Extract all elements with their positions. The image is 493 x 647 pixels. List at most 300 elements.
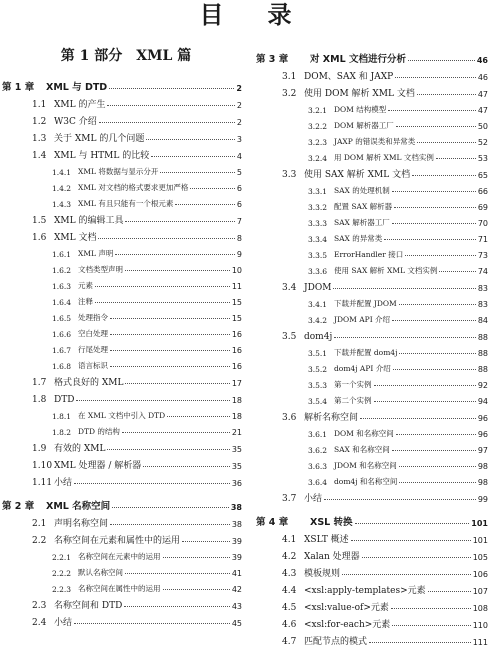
dot-leader (436, 158, 476, 159)
dot-leader (362, 557, 471, 558)
toc-entry-number: 2.2.2 (52, 569, 72, 578)
toc-section-entry[interactable] (0, 594, 242, 611)
toc-entry-page-number: 108 (472, 604, 488, 613)
toc-subsection-entry[interactable] (0, 405, 242, 421)
dot-leader (355, 523, 470, 524)
toc-section-entry[interactable] (0, 471, 242, 488)
toc-entry-title: 文档类型声明 (78, 265, 123, 274)
toc-entry-number: 2.4 (32, 618, 47, 628)
dot-leader (396, 126, 476, 127)
toc-entry-number: 1.6.5 (52, 314, 72, 323)
toc-entry-title: DTD 的结构 (78, 427, 120, 436)
dot-leader (396, 434, 476, 435)
toc-chapter-entry[interactable] (0, 492, 242, 512)
dot-leader (351, 540, 471, 541)
toc-entry-number: 1.6 (32, 233, 47, 243)
toc-entry-number: 3.5.2 (308, 365, 328, 374)
toc-entry-title: XML 文档 (54, 233, 97, 243)
dot-leader (333, 288, 475, 289)
toc-section-entry[interactable] (0, 110, 242, 127)
toc-entry-title: XML 与 DTD (46, 82, 108, 93)
toc-entry-number: 3.6.3 (308, 462, 328, 471)
toc-entry-page-number: 8 (236, 234, 242, 243)
toc-entry-title: ErrorHandler 接口 (334, 250, 404, 259)
toc-entry-number: 1.1 (32, 100, 47, 110)
toc-entry-page-number: 39 (231, 537, 242, 546)
toc-entry-number: 2.2.1 (52, 553, 72, 562)
toc-entry-page-number: 96 (477, 414, 488, 423)
toc-subsection-entry[interactable] (0, 562, 242, 578)
toc-entry-number: 3.4.2 (308, 316, 328, 325)
toc-entry-title: 使用 SAX 解析 XML 文档实例 (334, 266, 438, 275)
toc-entry-page-number: 15 (231, 298, 242, 307)
dot-leader (99, 122, 235, 123)
toc-entry-page-number: 65 (477, 171, 488, 180)
toc-subsection-entry[interactable] (252, 439, 488, 455)
toc-entry-number: 3.2.4 (308, 154, 328, 163)
toc-subsection-entry[interactable] (252, 374, 488, 390)
toc-entry-page-number: 16 (231, 346, 242, 355)
toc-entry-page-number: 88 (477, 349, 488, 358)
toc-entry-number: 第 3 章 (256, 54, 289, 65)
toc-entry-page-number: 106 (472, 570, 488, 579)
toc-entry-number: 1.11 (32, 478, 53, 488)
toc-entry-title: 语言标识 (78, 361, 108, 370)
toc-entry-number: 1.4.1 (52, 168, 72, 177)
dot-leader (110, 524, 230, 525)
dot-leader (394, 207, 476, 208)
toc-entry-title: JAXP 的错误类和异常类 (334, 137, 416, 146)
toc-subsection-entry[interactable] (252, 196, 488, 212)
dot-leader (95, 302, 230, 303)
toc-entry-page-number: 42 (231, 585, 242, 594)
dot-leader (417, 142, 476, 143)
toc-entry-title: XML 有且只能有一个根元素 (78, 199, 174, 208)
toc-subsection-entry[interactable] (0, 578, 242, 594)
toc-entry-number: 1.4.3 (52, 200, 72, 209)
toc-entry-page-number: 16 (231, 330, 242, 339)
toc-entry-page-number: 41 (231, 569, 242, 578)
toc-entry-number: 4.1 (282, 535, 297, 545)
toc-section-entry[interactable] (252, 325, 488, 342)
toc-entry-number: 4.7 (282, 637, 297, 647)
toc-entry-page-number: 92 (477, 381, 488, 390)
toc-entry-title: 空白处理 (78, 329, 108, 338)
dot-leader (74, 623, 230, 624)
toc-entry-number: 1.6.2 (52, 266, 72, 275)
page-title (0, 0, 493, 34)
toc-entry-title: 元素 (78, 281, 93, 290)
toc-entry-title: DOM 结构模型 (334, 105, 387, 114)
dot-leader (392, 625, 470, 626)
part-heading: 第 1 部分 XML 篇 (60, 48, 192, 64)
toc-entry-title: 格式良好的 XML (54, 378, 124, 388)
toc-entry-number: 3.5.1 (308, 349, 328, 358)
toc-entry-title: XML 与 HTML 的比较 (54, 151, 150, 161)
toc-entry-number: 2.3 (32, 601, 47, 611)
toc-entry-title: 声明名称空间 (54, 519, 109, 529)
dot-leader (125, 573, 230, 574)
dot-leader (369, 642, 471, 643)
title-char-2: 录 (267, 0, 294, 29)
toc-entry-page-number: 83 (477, 300, 488, 309)
toc-entry-page-number: 96 (477, 430, 488, 439)
toc-subsection-entry[interactable] (0, 546, 242, 562)
toc-entry-title: 第一个实例 (334, 380, 372, 389)
toc-subsection-entry[interactable] (0, 161, 242, 177)
toc-entry-number: 1.6.1 (52, 250, 72, 259)
toc-entry-title: XML 处理器 / 解析器 (54, 461, 142, 471)
dot-leader (110, 318, 230, 319)
toc-entry-title: SAX 和名称空间 (334, 445, 390, 454)
dot-leader (98, 238, 234, 239)
toc-entry-title: 在 XML 文档中引入 DTD (78, 411, 166, 420)
toc-subsection-entry[interactable] (252, 471, 488, 487)
toc-subsection-entry[interactable] (252, 212, 488, 228)
toc-subsection-entry[interactable] (252, 99, 488, 115)
toc-entry-page-number: 6 (236, 200, 242, 209)
toc-entry-title: 模板规则 (304, 569, 341, 579)
dot-leader (109, 88, 234, 89)
toc-entry-title: 使用 SAX 解析 XML 文档 (304, 170, 411, 180)
toc-entry-title: 行尾处理 (78, 345, 108, 354)
toc-subsection-entry[interactable] (0, 307, 242, 323)
dot-leader (110, 334, 230, 335)
toc-entry-page-number: 52 (477, 138, 488, 147)
toc-section-entry[interactable] (252, 579, 488, 596)
toc-subsection-entry[interactable] (0, 355, 242, 371)
toc-entry-number: 1.8.1 (52, 412, 72, 421)
toc-entry-number: 1.6.3 (52, 282, 72, 291)
toc-section-entry[interactable] (0, 529, 242, 546)
toc-subsection-entry[interactable] (252, 309, 488, 325)
toc-entry-number: 第 4 章 (256, 517, 289, 528)
toc-entry-title: dom4j (304, 332, 333, 342)
dot-leader (342, 574, 471, 575)
dot-leader (417, 94, 476, 95)
dot-leader (392, 320, 476, 321)
toc-entry-number: 3.3.1 (308, 187, 328, 196)
toc-subsection-entry[interactable] (252, 228, 488, 244)
dot-leader (399, 466, 476, 467)
toc-section-entry[interactable] (252, 562, 488, 579)
toc-right-column (252, 45, 488, 647)
dot-leader (384, 239, 476, 240)
dot-leader (167, 416, 230, 417)
toc-entry-page-number: 98 (477, 478, 488, 487)
dot-leader (160, 172, 235, 173)
dot-leader (360, 418, 476, 419)
toc-entry-title: DOM、SAX 和 JAXP (304, 72, 394, 82)
toc-entry-page-number: 16 (231, 362, 242, 371)
toc-entry-page-number: 47 (477, 106, 488, 115)
toc-entry-title: 注释 (78, 297, 93, 306)
toc-subsection-entry[interactable] (252, 455, 488, 471)
toc-subsection-entry[interactable] (252, 131, 488, 147)
toc-entry-page-number: 74 (477, 267, 488, 276)
toc-entry-page-number: 53 (477, 154, 488, 163)
toc-section-entry[interactable] (252, 545, 488, 562)
toc-entry-page-number: 50 (477, 122, 488, 131)
toc-entry-number: 3.2.3 (308, 138, 328, 147)
toc-entry-title: 默认名称空间 (78, 568, 123, 577)
toc-subsection-entry[interactable] (252, 180, 488, 196)
toc-entry-title: SAX 的处理机制 (334, 186, 390, 195)
toc-entry-title: 名称空间和 DTD (54, 601, 123, 611)
toc-entry-number: 1.6.8 (52, 362, 72, 371)
toc-entry-number: 第 2 章 (2, 501, 35, 512)
dot-leader (392, 191, 476, 192)
toc-entry-page-number: 6 (236, 184, 242, 193)
toc-subsection-entry[interactable] (0, 259, 242, 275)
toc-entry-page-number: 46 (477, 73, 488, 82)
toc-subsection-entry[interactable] (252, 147, 488, 163)
toc-entry-title: XML 名称空间 (46, 501, 111, 512)
toc-entry-page-number: 38 (231, 520, 242, 529)
toc-section-entry[interactable] (252, 406, 488, 423)
dot-leader (112, 507, 229, 508)
toc-entry-number: 3.2.2 (308, 122, 328, 131)
toc-entry-title: XML 的产生 (54, 100, 106, 110)
toc-entry-number: 1.5 (32, 216, 47, 226)
dot-leader (374, 401, 476, 402)
toc-entry-number: 3.2 (282, 89, 297, 99)
toc-entry-number: 1.6.6 (52, 330, 72, 339)
toc-entry-number: 3.3.6 (308, 267, 328, 276)
toc-subsection-entry[interactable] (0, 193, 242, 209)
toc-section-entry[interactable] (0, 512, 242, 529)
dot-leader (115, 254, 235, 255)
dot-leader (393, 369, 476, 370)
toc-subsection-entry[interactable] (0, 275, 242, 291)
toc-section-entry[interactable] (0, 371, 242, 388)
toc-entry-page-number: 2 (236, 101, 242, 110)
dot-leader (74, 483, 230, 484)
toc-section-entry[interactable] (0, 209, 242, 226)
dot-leader (122, 432, 230, 433)
toc-entry-page-number: 2 (236, 84, 242, 93)
toc-entry-page-number: 111 (472, 638, 488, 647)
dot-leader (428, 591, 471, 592)
dot-leader (391, 608, 471, 609)
toc-entry-number: 3.1 (282, 72, 297, 82)
toc-entry-page-number: 35 (231, 445, 242, 454)
dot-leader (399, 482, 475, 483)
toc-entry-number: 3.5.3 (308, 381, 328, 390)
dot-leader (76, 400, 229, 401)
toc-entry-page-number: 70 (477, 219, 488, 228)
toc-entry-page-number: 17 (231, 379, 242, 388)
toc-entry-title: 第二个实例 (334, 396, 372, 405)
dot-leader (408, 60, 475, 61)
toc-section-entry[interactable] (0, 454, 242, 471)
toc-entry-number: 3.7 (282, 494, 297, 504)
toc-entry-number: 4.2 (282, 552, 297, 562)
toc-section-entry[interactable] (252, 163, 488, 180)
dot-leader (95, 286, 230, 287)
toc-entry-title: 关于 XML 的几个问题 (54, 134, 145, 144)
dot-leader (151, 156, 235, 157)
dot-leader (395, 77, 476, 78)
toc-subsection-entry[interactable] (252, 293, 488, 309)
dot-leader (439, 271, 475, 272)
toc-entry-page-number: 99 (477, 495, 488, 504)
toc-section-entry[interactable] (0, 127, 242, 144)
dot-leader (392, 223, 476, 224)
dot-leader (146, 139, 235, 140)
toc-entry-title: XML 声明 (78, 249, 114, 258)
toc-entry-number: 1.4.2 (52, 184, 72, 193)
dot-leader (107, 449, 229, 450)
toc-entry-title: JDOM API 介绍 (334, 315, 391, 324)
toc-entry-page-number: 3 (236, 135, 242, 144)
toc-entry-title: XML 对文档的格式要求更加严格 (78, 183, 189, 192)
toc-entry-title: 名称空间在元素中的运用 (78, 552, 161, 561)
toc-section-entry[interactable] (252, 630, 488, 647)
toc-entry-title: 小结 (54, 478, 73, 488)
toc-section-entry[interactable] (252, 596, 488, 613)
dot-leader (110, 366, 230, 367)
toc-entry-title: SAX 的异常类 (334, 234, 383, 243)
dot-leader (124, 606, 230, 607)
toc-entry-page-number: 71 (477, 235, 488, 244)
toc-entry-number: 3.6 (282, 413, 297, 423)
toc-entry-number: 3.3.5 (308, 251, 328, 260)
toc-entry-number: 2.2.3 (52, 585, 72, 594)
toc-entry-page-number: 105 (472, 553, 488, 562)
toc-subsection-entry[interactable] (0, 291, 242, 307)
toc-entry-number: 3.3.4 (308, 235, 328, 244)
toc-entry-page-number: 88 (477, 365, 488, 374)
toc-section-entry[interactable] (252, 528, 488, 545)
toc-section-entry[interactable] (252, 276, 488, 293)
toc-entry-page-number: 43 (231, 602, 242, 611)
toc-section-entry[interactable] (252, 82, 488, 99)
toc-chapter-entry[interactable] (252, 508, 488, 528)
toc-entry-number: 3.6.4 (308, 478, 328, 487)
dot-leader (399, 304, 476, 305)
dot-leader (412, 175, 476, 176)
dot-leader (163, 589, 230, 590)
toc-subsection-entry[interactable] (252, 260, 488, 276)
dot-leader (374, 385, 476, 386)
toc-subsection-entry[interactable] (0, 243, 242, 259)
toc-entry-title: DTD (54, 395, 75, 405)
toc-entry-number: 1.2 (32, 117, 47, 127)
toc-entry-page-number: 66 (477, 187, 488, 196)
toc-entry-page-number: 97 (477, 446, 488, 455)
toc-section-entry[interactable] (0, 437, 242, 454)
toc-entry-title: Xalan 处理器 (304, 552, 360, 562)
toc-entry-title: 解析名称空间 (304, 413, 359, 423)
toc-entry-number: 1.10 (32, 461, 53, 471)
toc-entry-title: JDOM (304, 283, 332, 293)
toc-subsection-entry[interactable] (0, 339, 242, 355)
dot-leader (399, 353, 475, 354)
toc-entry-page-number: 7 (236, 217, 242, 226)
toc-entry-page-number: 94 (477, 397, 488, 406)
dot-leader (324, 499, 476, 500)
toc-entry-title: XSL 转换 (310, 517, 353, 528)
toc-section-entry[interactable] (252, 65, 488, 82)
toc-entry-page-number: 101 (472, 536, 488, 545)
toc-entry-title: 配置 SAX 解析器 (334, 202, 393, 211)
toc-entry-number: 1.8.2 (52, 428, 72, 437)
toc-entry-number: 1.6.7 (52, 346, 72, 355)
toc-chapter-entry[interactable] (252, 45, 488, 65)
toc-entry-page-number: 73 (477, 251, 488, 260)
dot-leader (107, 105, 234, 106)
toc-entry-page-number: 101 (471, 519, 488, 528)
toc-entry-page-number: 39 (231, 553, 242, 562)
toc-subsection-entry[interactable] (0, 177, 242, 193)
toc-entry-title: 小结 (54, 618, 73, 628)
toc-entry-number: 3.3 (282, 170, 297, 180)
toc-section-entry[interactable] (0, 226, 242, 243)
toc-entry-number: 1.3 (32, 134, 47, 144)
toc-entry-number: 3.6.1 (308, 430, 328, 439)
toc-entry-number: 3.6.2 (308, 446, 328, 455)
toc-entry-title: dom4j 和名称空间 (334, 477, 398, 486)
toc-entry-page-number: 21 (231, 428, 242, 437)
toc-list-right (252, 45, 488, 647)
dot-leader (388, 110, 476, 111)
toc-entry-number: 1.7 (32, 378, 47, 388)
toc-section-entry[interactable] (252, 487, 488, 504)
toc-entry-title: XML 将数据与显示分开 (78, 167, 159, 176)
toc-subsection-entry[interactable] (252, 342, 488, 358)
dot-leader (175, 204, 235, 205)
toc-entry-number: 第 1 章 (2, 82, 35, 93)
toc-subsection-entry[interactable] (252, 358, 488, 374)
toc-section-entry[interactable] (0, 611, 242, 628)
toc-subsection-entry[interactable] (252, 244, 488, 260)
dot-leader (125, 221, 234, 222)
toc-entry-page-number: 18 (231, 412, 242, 421)
toc-entry-title: W3C 介绍 (54, 117, 97, 127)
toc-entry-number: 4.6 (282, 620, 297, 630)
toc-entry-page-number: 11 (231, 282, 242, 291)
toc-entry-title: 用 DOM 解析 XML 文档实例 (334, 153, 434, 162)
toc-subsection-entry[interactable] (252, 423, 488, 439)
toc-entry-title: DOM 和名称空间 (334, 429, 394, 438)
toc-entry-title: <xsl:apply-templates>元素 (304, 586, 426, 596)
toc-entry-number: 2.1 (32, 519, 47, 529)
dot-leader (110, 350, 230, 351)
toc-entry-number: 3.5 (282, 332, 297, 342)
toc-chapter-entry[interactable] (0, 73, 242, 93)
toc-section-entry[interactable] (0, 93, 242, 110)
toc-entry-number: 1.6.4 (52, 298, 72, 307)
toc-section-entry[interactable] (0, 144, 242, 161)
toc-entry-number: 4.3 (282, 569, 297, 579)
toc-entry-page-number: 69 (477, 203, 488, 212)
dot-leader (334, 337, 476, 338)
toc-entry-number: 3.4.1 (308, 300, 328, 309)
toc-entry-number: 1.9 (32, 444, 47, 454)
toc-entry-page-number: 47 (477, 90, 488, 99)
toc-entry-page-number: 35 (231, 462, 242, 471)
toc-subsection-entry[interactable] (252, 390, 488, 406)
toc-section-entry[interactable] (0, 388, 242, 405)
toc-entry-number: 1.8 (32, 395, 47, 405)
toc-section-entry[interactable] (252, 613, 488, 630)
toc-subsection-entry[interactable] (0, 421, 242, 437)
toc-entry-title: <xsl:value-of>元素 (304, 603, 389, 613)
toc-subsection-entry[interactable] (0, 323, 242, 339)
toc-subsection-entry[interactable] (252, 115, 488, 131)
toc-entry-title: 名称空间在元素和属性中的运用 (54, 536, 181, 546)
